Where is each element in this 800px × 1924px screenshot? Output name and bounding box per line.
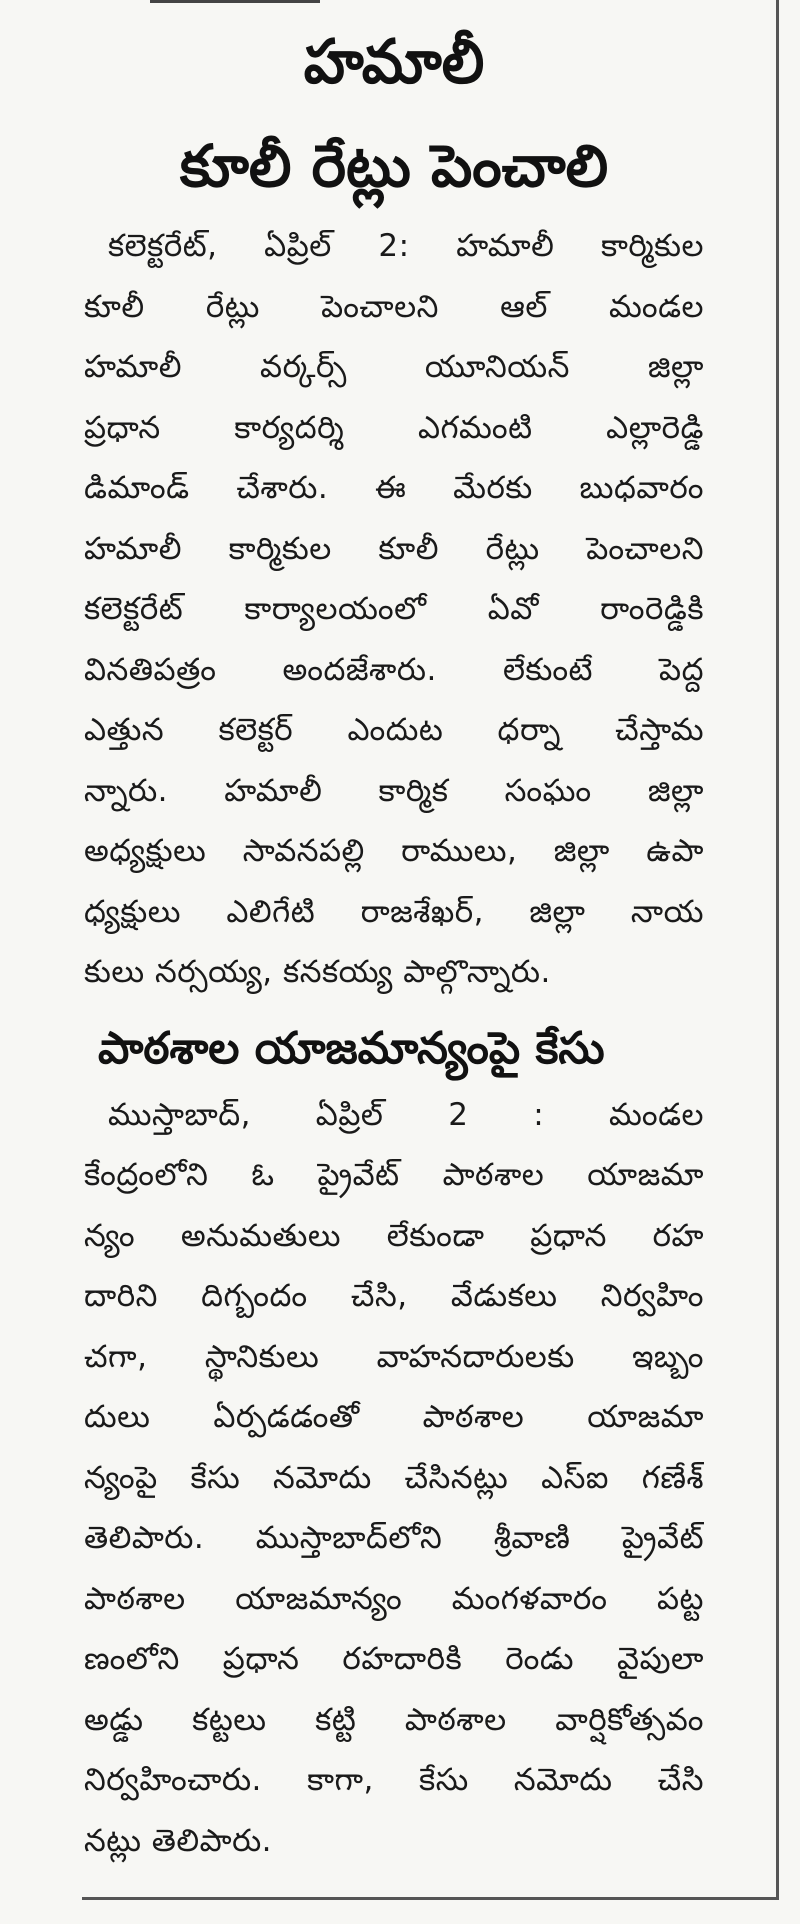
story1-line: కులు నర్సయ్య, కనకయ్య పాల్గొన్నారు.	[84, 954, 551, 990]
story1-line: ధ్యక్షులు ఎలిగేటి రాజశేఖర్, జిల్లా నాయ	[84, 893, 704, 930]
story1-body	[84, 216, 704, 1003]
bottom-divider	[82, 1897, 779, 1900]
story1-line: కలెక్టరేట్, ఏప్రిల్ 2: హమాలీ కార్మికుల	[108, 228, 704, 264]
story1-line: కూలీ రేట్లు పెంచాలని ఆల్ మండల	[84, 288, 704, 325]
story2-line: న్యం అనుమతులు లేకుండా ప్రధాన రహ	[84, 1217, 704, 1254]
story2-line: తెలిపారు. ముస్తాబాద్‌లోని శ్రీవాణి ప్రైవేట్	[84, 1520, 704, 1556]
story-school-case	[84, 1017, 704, 1872]
story2-line: దులు ఏర్పడడంతో పాఠశాల యాజమా	[84, 1399, 704, 1435]
story1-line: హమాలీ వర్కర్స్ యూనియన్ జిల్లా	[84, 349, 704, 385]
story2-body	[84, 1085, 704, 1872]
story2-line: పాఠశాల యాజమాన్యం మంగళవారం పట్ట	[84, 1580, 704, 1617]
story2-line: న్యంపై కేసు నమోదు చేసినట్లు ఎస్ఐ గణేశ్	[84, 1459, 704, 1496]
story1-line: డిమాండ్ చేశారు. ఈ మేరకు బుధవారం	[84, 470, 704, 506]
story1-headline-line2: కూలీ రేట్లు పెంచాలి	[179, 132, 609, 200]
story-hamali-wages	[84, 0, 704, 1003]
story1-line: ప్రధాన కార్యదర్శి ఎగమంటి ఎల్లారెడ్డి	[84, 409, 704, 446]
news-column	[84, 0, 704, 1871]
column-divider	[776, 0, 779, 1898]
story1-headline-line1: హమాలీ	[303, 25, 485, 98]
story2-line: నిర్వహించారు. కాగా, కేసు నమోదు చేసి	[84, 1762, 704, 1798]
story1-line: హమాలీ కార్మికుల కూలీ రేట్లు పెంచాలని	[84, 530, 704, 567]
story2-line: దారిని దిగ్బందం చేసి, వేడుకలు నిర్వహిం	[84, 1278, 704, 1314]
story1-line: వినతిపత్రం అందజేశారు. లేకుంటే పెద్ద	[84, 651, 704, 688]
story1-line: న్నారు. హమాలీ కార్మిక సంఘం జిల్లా	[84, 772, 704, 809]
story1-line: అధ్యక్షులు సావనపల్లి రాములు, జిల్లా ఉపా	[84, 833, 704, 869]
story2-line: అడ్డు కట్టలు కట్టి పాఠశాల వార్షికోత్సవం	[84, 1701, 704, 1738]
story2-line: కేంద్రంలోని ఓ ప్రైవేట్ పాఠశాల యాజమా	[84, 1157, 704, 1193]
story2-line: ణంలోని ప్రధాన రహదారికి రెండు వైపులా	[84, 1641, 704, 1677]
story1-line: కలెక్టరేట్ కార్యాలయంలో ఏవో రాంరెడ్డికి	[84, 591, 704, 627]
story1-line: ఎత్తున కలెక్టర్ ఎందుట ధర్నా చేస్తామ	[84, 712, 704, 748]
story2-line: చగా, స్థానికులు వాహనదారులకు ఇబ్బం	[84, 1338, 704, 1375]
story2-line: ముస్తాబాద్, ఏప్రిల్ 2 : మండల	[108, 1096, 704, 1133]
story2-line: నట్లు తెలిపారు.	[84, 1822, 273, 1859]
story2-headline: పాఠశాల యాజమాన్యంపై కేసు	[98, 1022, 605, 1074]
